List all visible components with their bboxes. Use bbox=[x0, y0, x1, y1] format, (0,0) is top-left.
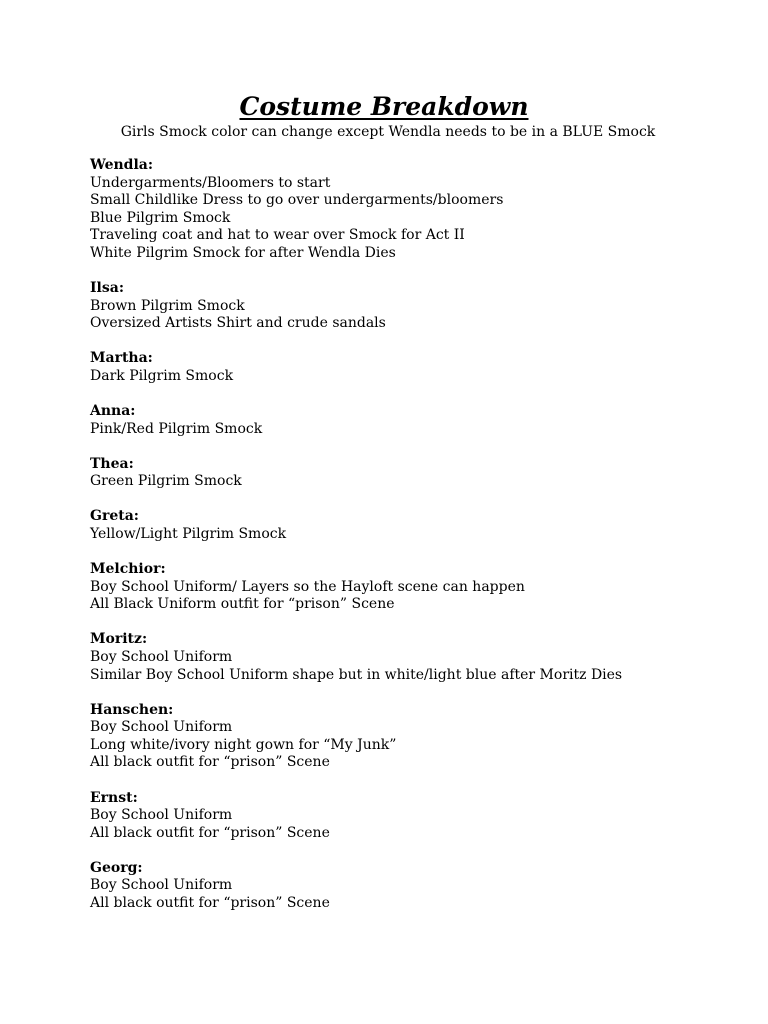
costume-list bbox=[90, 298, 730, 333]
character-section bbox=[90, 702, 730, 772]
character-section bbox=[90, 790, 730, 843]
costume-item: Boy School Uniform/ Layers so the Hayloft scene can happen bbox=[90, 578, 525, 595]
character-section bbox=[90, 508, 730, 543]
costume-list bbox=[90, 649, 730, 684]
costume-item: White Pilgrim Smock for after Wendla Dies bbox=[90, 244, 396, 261]
document-title: Costume Breakdown bbox=[239, 92, 529, 121]
character-section bbox=[90, 350, 730, 385]
character-name: Wendla: bbox=[90, 157, 154, 173]
costume-item: Brown Pilgrim Smock bbox=[90, 297, 245, 314]
costume-list bbox=[90, 175, 730, 263]
costume-item: Long white/ivory night gown for “My Junk” bbox=[90, 736, 397, 753]
character-section bbox=[90, 860, 730, 913]
costume-item: Oversized Artists Shirt and crude sandals bbox=[90, 315, 386, 332]
costume-item: Traveling coat and hat to wear over Smock for Act II bbox=[90, 227, 465, 244]
character-name: Melchior: bbox=[90, 561, 166, 578]
costume-item: Small Childlike Dress to go over undergarments/bloomers bbox=[90, 192, 504, 209]
costume-item: Boy School Uniform bbox=[90, 719, 233, 736]
document-subtitle: Girls Smock color can change except Wendla needs to be in a BLUE Smock bbox=[120, 124, 656, 140]
character-section bbox=[90, 631, 730, 684]
costume-item: Similar Boy School Uniform shape but in white/light blue after Moritz Dies bbox=[90, 666, 623, 683]
costume-item: Boy School Uniform bbox=[90, 648, 233, 665]
character-list bbox=[90, 157, 730, 930]
character-name: Ernst: bbox=[90, 789, 138, 806]
character-section bbox=[90, 561, 730, 614]
character-section bbox=[90, 157, 730, 263]
costume-item: All black outfit for “prison” Scene bbox=[90, 754, 330, 771]
character-name: Thea: bbox=[90, 455, 134, 472]
costume-list bbox=[90, 526, 730, 544]
character-section bbox=[90, 280, 730, 333]
costume-list bbox=[90, 473, 730, 491]
costume-item: All Black Uniform outfit for “prison” Scene bbox=[90, 596, 395, 613]
costume-item: Yellow/Light Pilgrim Smock bbox=[90, 526, 287, 542]
costume-list bbox=[90, 579, 730, 614]
costume-list bbox=[90, 421, 730, 439]
character-name: Ilsa: bbox=[90, 280, 124, 297]
costume-item: Blue Pilgrim Smock bbox=[90, 209, 231, 226]
costume-item: Undergarments/Bloomers to start bbox=[90, 174, 331, 191]
costume-list bbox=[90, 877, 730, 912]
costume-item: All black outfit for “prison” Scene bbox=[90, 824, 330, 841]
character-name: Hanschen: bbox=[90, 701, 174, 718]
character-name: Georg: bbox=[90, 859, 143, 876]
costume-item: All black outfit for “prison” Scene bbox=[90, 895, 330, 911]
character-name: Martha: bbox=[90, 350, 153, 367]
costume-item: Pink/Red Pilgrim Smock bbox=[90, 420, 263, 437]
character-section bbox=[90, 403, 730, 438]
costume-item: Green Pilgrim Smock bbox=[90, 473, 242, 490]
costume-list bbox=[90, 719, 730, 772]
character-section bbox=[90, 456, 730, 491]
character-name: Anna: bbox=[90, 403, 136, 420]
costume-list bbox=[90, 368, 730, 386]
character-name: Moritz: bbox=[90, 631, 148, 648]
character-name: Greta: bbox=[90, 508, 139, 525]
costume-item: Boy School Uniform bbox=[90, 807, 233, 824]
costume-list bbox=[90, 807, 730, 842]
costume-item: Boy School Uniform bbox=[90, 877, 233, 894]
costume-item: Dark Pilgrim Smock bbox=[90, 367, 234, 384]
